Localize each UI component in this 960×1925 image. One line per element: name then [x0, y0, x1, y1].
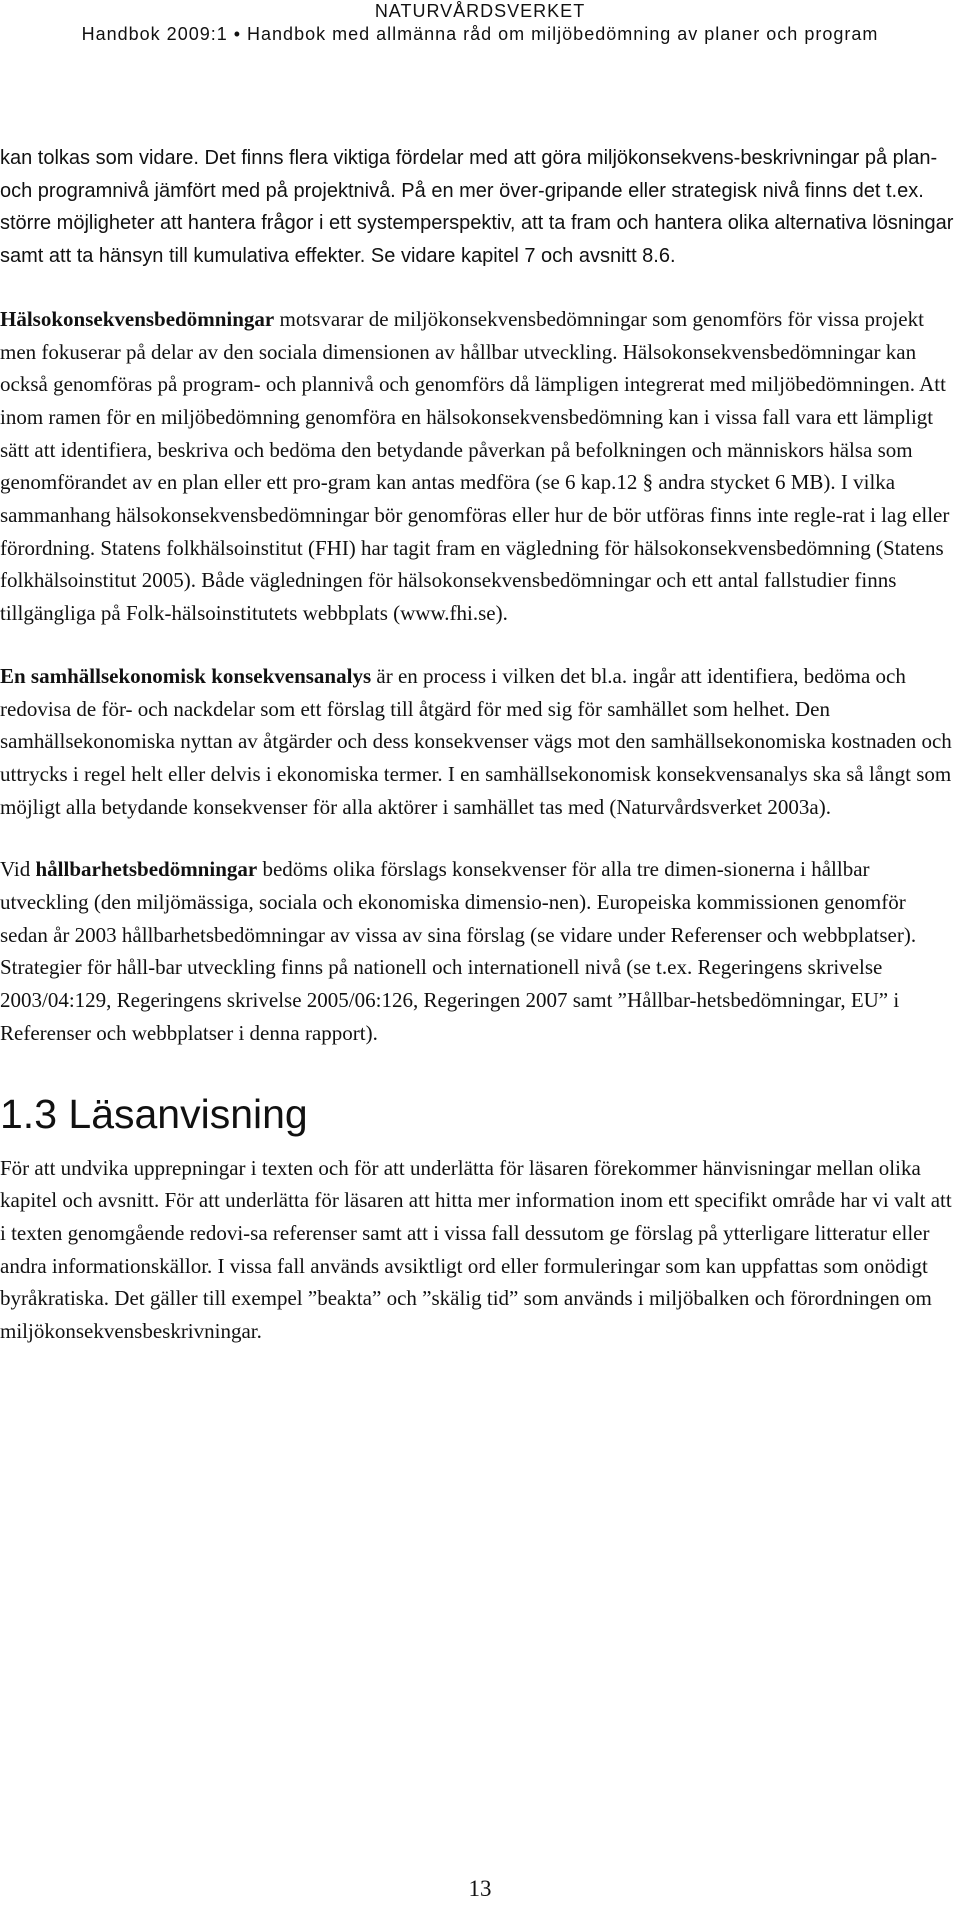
section-heading: 1.3 Läsanvisning [0, 1090, 308, 1137]
term-halsokonsekvensbedomningar: Hälsokonsekvensbedömningar [0, 306, 275, 331]
paragraph-socioeconomic-text: är en process i vilken det bl.a. ingår att identifiera, bedöma och redovisa de för- och nackdelar som ett förslag till åtgärd för med sig för samhället som helhet. Den samhällsekonomiska nyttan av åtgärder och dess konsekvenser vägs mot den samhällsekonomiska kostnaden och uttrycks i regel helt eller delvis i ekonomiska termer. I en samhällsekonomisk konsekvensanalys ska så långt som möjligt alla betydande konsekvenser för alla aktörer i samhället tas med (Naturvårdsverket 2003a). [0, 663, 952, 819]
page-header [0, 0, 960, 45]
document-body [0, 142, 958, 1348]
paragraph-intro: kan tolkas som vidare. Det finns flera viktiga fördelar med att göra miljökonsekvens-beskrivningar på plan- och programnivå jämfört med på projektnivå. På en mer över-gripande eller strategisk nivå finns det t.ex. större möjligheter att hantera frågor i ett systemperspektiv, att ta fram och hantera olika alternativa lösningar samt att ta hänsyn till kumulativa effekter. Se vidare kapitel 7 och avsnitt 8.6. [0, 147, 954, 268]
term-hallbarhetsbedomningar: hållbarhetsbedömningar [35, 857, 258, 882]
publication-title: Handbok 2009:1 • Handbok med allmänna råd om miljöbedömning av planer och program [81, 24, 879, 44]
term-samhallsekonomisk-konsekvensanalys: En samhällsekonomisk konsekvensanalys [0, 663, 372, 688]
paragraph-reading-guide: För att undvika upprepningar i texten och för att underlätta för läsaren förekommer hänvisningar mellan olika kapitel och avsnitt. För att underlätta för läsaren att hitta mer information inom ett specifikt område har vi valt att i texten genomgående redovi-sa referenser samt att i vissa fall dessutom ge förslag på ytterligare litteratur eller andra informationskällor. I vissa fall används avsiktligt ord eller formuleringar som kan uppfattas som onödigt byråkratiska. Det gäller till exempel ”beakta” och ”skälig tid” som används i miljöbalken och förordningen om miljökonsekvensbeskrivningar. [0, 1155, 952, 1344]
paragraph-sustainability-prefix: Vid [0, 857, 36, 882]
page-number: 13 [468, 1876, 492, 1901]
paragraph-sustainability [0, 853, 958, 1049]
paragraph-sustainability-text: bedöms olika förslags konsekvenser för alla tre dimen-sionerna i hållbar utveckling (den miljömässiga, sociala och ekonomiska dimensio-nen). Europeiska kommissionen genomför sedan år 2003 hållbarhetsbedömningar av vissa av sina förslag (se vidare under Referenser och webbplatser). Strategier för håll-bar utveckling finns på nationell och internationell nivå (se t.ex. Regeringens skrivelse 2003/04:129, Regeringens skrivelse 2005/06:126, Regeringen 2007 samt ”Hållbar-hetsbedömningar, EU” i Referenser och webbplatser i denna rapport). [0, 857, 917, 1045]
paragraph-health-impact-text: motsvarar de miljökonsekvensbedömningar som genomförs för vissa projekt men fokuserar på delar av den sociala dimensionen av hållbar utveckling. Hälsokonsekvensbedömningar kan också genomföras på program- och plannivå och genomförs då lämpligen integrerat med miljöbedömningen. Att inom ramen för en miljöbedömning genomföra en hälsokonsekvensbedömning kan i vissa fall vara ett lämpligt sätt att identifiera, beskriva och bedöma den betydande påverkan på befolkningen och människors hälsa som genomförandet av en plan eller ett pro-gram kan antas medföra (se 6 kap.12 § andra stycket 6 MB). I vilka sammanhang hälsokonsekvensbedömningar bör genomföras eller hur de bör utföras finns inte regle-rat i lag eller förordning. Statens folkhälsoinstitut (FHI) har tagit fram en vägledning för hälsokonsekvensbedömning (Statens folkhälsoinstitut 2005). Både vägledningen för hälsokonsekvensbedömningar och ett antal fallstudier finns tillgängliga på Folk-hälsoinstitutets webbplats (www.fhi.se). [0, 306, 950, 626]
publisher-name: NATURVÅRDSVERKET [374, 1, 586, 21]
paragraph-health-impact [0, 303, 958, 630]
paragraph-socioeconomic [0, 660, 958, 824]
